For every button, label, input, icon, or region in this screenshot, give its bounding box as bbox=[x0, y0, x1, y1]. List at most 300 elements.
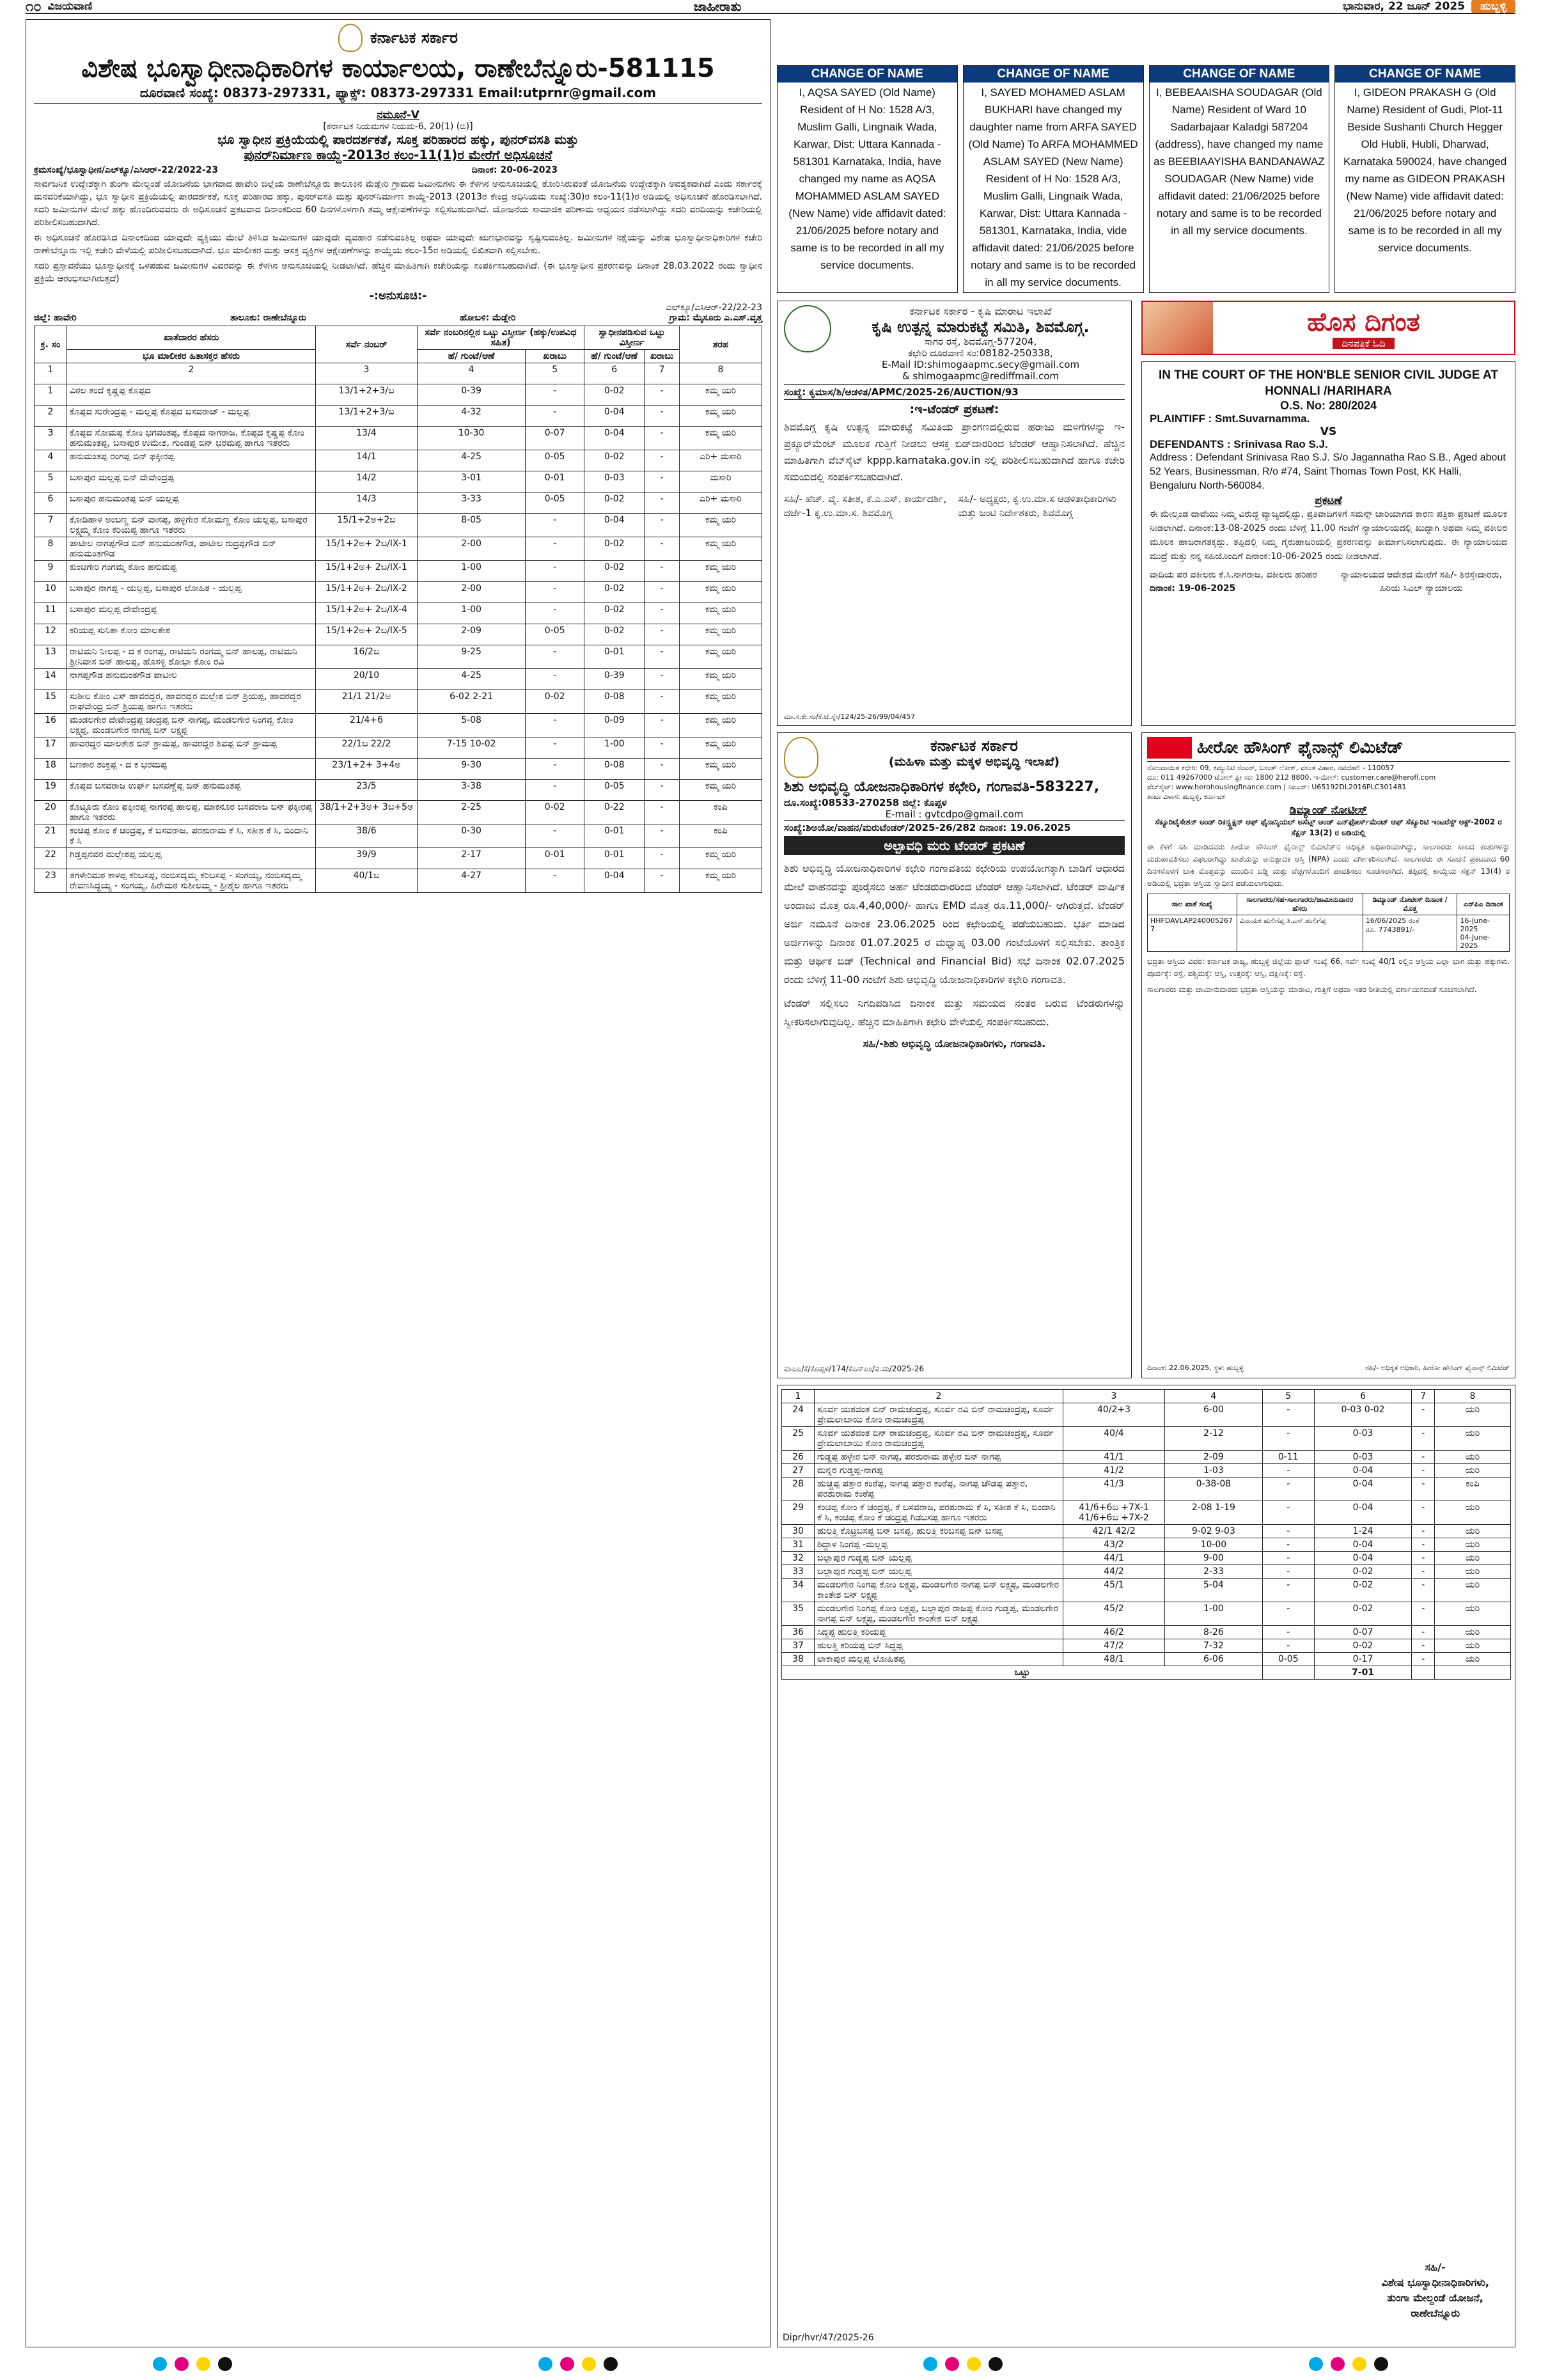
plaintiff: PLAINTIFF : Smt.Suvarnamma. bbox=[1150, 413, 1310, 425]
table-row bbox=[35, 669, 762, 690]
row-number: 3 bbox=[35, 427, 67, 450]
row-acquire-kharab: - bbox=[645, 714, 680, 737]
row-number: 31 bbox=[782, 1538, 815, 1552]
court-heading: ಪ್ರಕಟಣೆ bbox=[1315, 494, 1342, 507]
row-acquire-kharab: - bbox=[1412, 1403, 1435, 1427]
row-owner: ಹಾವರದ್ದರ ಮಾಲತೇಶ ಬಿನ್ ಶ್ರಾಮಪ್ಪ, ಹಾವರದ್ದರ ಶಿವಪ್ಪ ಬಿನ್ ಶ್ರಾಮಪ್ಪ bbox=[67, 737, 316, 759]
row-survey: 48/1 bbox=[1063, 1653, 1165, 1666]
row-survey: 15/1+2ಅ+2ಬ bbox=[316, 514, 418, 537]
hero-phone: ದೂ: 011 49267000 ಟೋಲ್ ಫ್ರೀ ಸಂ: 1800 212 8800, ಇ-ಮೇಲ್: customer.care@herofl.com bbox=[1147, 773, 1436, 782]
row-extent: 3-33 bbox=[418, 493, 526, 514]
row-type: ಕಮ್ಮ ಯರಿ bbox=[680, 848, 762, 869]
registration-dot bbox=[1309, 2357, 1323, 2371]
table-row bbox=[35, 714, 762, 737]
row-acquire: 0-04 bbox=[1314, 1501, 1412, 1525]
row-owner: ಮಂಡಲಗೇರ ನಿಂಗಪ್ಪ ಕೋಂ ಲಕ್ಷ್ಮಪ್ಪ, ಮಂಡಲಗೇರ ನಾಗಪ್ಪ ಬಿನ್ ಲಕ್ಷ್ಮಪ್ಪ, ಮಂಡಲಗೇರ ಕಾಂತೇಶ ಬಿನ್ ಲಕ್ಷ್ಮಪ್ಪ bbox=[815, 1579, 1063, 1602]
row-acquire-kharab: - bbox=[1412, 1639, 1435, 1653]
col-extent: ಸರ್ವೆ ನಂಬರಿನಲ್ಲಿನ ಒಟ್ಟು ವಿಸ್ತೀರ್ಣ (ಹಕ್ಕು/ಉಪವಿಧ ಸಹಿತ) bbox=[418, 326, 584, 350]
num-5: 5 bbox=[526, 363, 584, 384]
hobli: ಹೋಬಳಿ: ಮೆಡ್ಲೇರಿ bbox=[460, 313, 516, 323]
hero-property: ಭದ್ರತಾ ಆಸ್ತಿಯ ವಿವರ: ಕರ್ನಾಟಕ ರಾಜ್ಯ, ಹುಬ್ಬಳ್ಳಿ ಜಿಲ್ಲೆಯ ಪ್ಲಾಟ್ ಸಂಖ್ಯೆ 66, ಸರ್ವೆ ಸಂಖ್ಯೆ 40/1 ರಲ್ಲಿನ ಆಸ್ತಿಯ ಎಲ್ಲಾ ಭಾಗ ಮತ್ತು ಹಕ್ಕುಗಳು. ಪೂರ್ವಕ್ಕೆ: ರಸ್ತೆ, ಪಶ್ಚಿಮಕ್ಕೆ: ಆಸ್ತಿ, ಉತ್ತರಕ್ಕೆ: ಆಸ್ತಿ, ದಕ್ಷಿಣಕ್ಕೆ: ರಸ್ತೆ. bbox=[1147, 957, 1510, 978]
row-survey: 41/6+6ಬ +7X-1 41/6+6ಬ +7X-2 bbox=[1063, 1501, 1165, 1525]
row-acquire: 0-03 0-02 bbox=[1314, 1403, 1412, 1427]
row-extent: 6-02 2-21 bbox=[418, 690, 526, 714]
row-acquire: 0-02 bbox=[1314, 1565, 1412, 1579]
row-owner: ಬಲ್ಲಾಪುರ ಗುಡ್ಡಪ್ಪ ಬಿನ್ ಯಲ್ಲಪ್ಪ bbox=[815, 1552, 1063, 1565]
row-acquire-kharab: - bbox=[1412, 1501, 1435, 1525]
registration-dot bbox=[582, 2357, 596, 2371]
row-type: ಕಮ್ಮ ಯರಿ bbox=[680, 427, 762, 450]
col-acquire: ಸ್ವಾಧೀನಪಡಿಸುವ ಒಟ್ಟು ವಿಸ್ತೀರ್ಣ bbox=[584, 326, 680, 350]
row-acquire: 0-02 bbox=[584, 450, 645, 471]
table-row bbox=[35, 406, 762, 427]
row-survey: 45/1 bbox=[1063, 1579, 1165, 1602]
table-row bbox=[35, 514, 762, 537]
row-owner: ಬಸಾಪುರ ಮಲ್ಲಪ್ಪ ಬಿನ್ ದೇವೇಂದ್ರಪ್ಪ bbox=[67, 471, 316, 493]
row-survey: 44/1 bbox=[1063, 1552, 1165, 1565]
row-acquire: 0-01 bbox=[584, 645, 645, 669]
table-row bbox=[35, 471, 762, 493]
table-row bbox=[35, 737, 762, 759]
emblem-icon bbox=[338, 24, 363, 52]
row-extent-kharab: - bbox=[1262, 1427, 1314, 1451]
num-4: 4 bbox=[1165, 1390, 1263, 1403]
table-row bbox=[35, 493, 762, 514]
row-type: ಕಮ್ಮ ಯರಿ bbox=[680, 514, 762, 537]
registration-dot bbox=[1352, 2357, 1366, 2371]
row-number: 27 bbox=[782, 1464, 815, 1478]
num-8: 8 bbox=[680, 363, 762, 384]
apmc-address: ಸಾಗರ ರಸ್ತೆ, ಶಿವಮೊಗ್ಗ-577204, bbox=[924, 336, 1037, 347]
table-row bbox=[35, 624, 762, 645]
change-of-name-ad bbox=[963, 65, 1144, 293]
row-number: 14 bbox=[35, 669, 67, 690]
row-survey: 15/1+2ಅ+ 2ಬ/IX-4 bbox=[316, 603, 418, 624]
col-type: ತರಹ bbox=[680, 326, 762, 363]
row-survey: 38/6 bbox=[316, 824, 418, 848]
row-extent-kharab: 0-05 bbox=[526, 624, 584, 645]
table-row bbox=[782, 1552, 1511, 1565]
hero-branch: ಶಾಖಾ ವಿಳಾಸ: ಹುಬ್ಬಳ್ಳಿ, ಕರ್ನಾಟಕ bbox=[1147, 792, 1225, 801]
dipr-code: Dipr/hvr/47/2025-26 bbox=[783, 2333, 874, 2343]
row-number: 18 bbox=[35, 759, 67, 780]
col-kharab-1: ಖರಾಬು bbox=[526, 350, 584, 363]
row-acquire-kharab: - bbox=[1412, 1451, 1435, 1464]
row-acquire-kharab: - bbox=[1412, 1626, 1435, 1639]
row-acquire-kharab: - bbox=[1412, 1552, 1435, 1565]
row-extent-kharab: 0-02 bbox=[526, 690, 584, 714]
table-row bbox=[782, 1602, 1511, 1626]
row-survey: 14/3 bbox=[316, 493, 418, 514]
hero-loan-number: HHFDAVLAP2400052677 bbox=[1148, 915, 1237, 952]
change-of-name-strip bbox=[777, 65, 1515, 293]
row-number: 20 bbox=[35, 801, 67, 824]
row-owner: ಕರಿಯಪ್ಪ ಸುನಿತಾ ಕೋಂ ಮಾಲತೇಶ bbox=[67, 624, 316, 645]
table-row bbox=[35, 450, 762, 471]
table-row bbox=[35, 427, 762, 450]
row-acquire-kharab: - bbox=[645, 582, 680, 603]
row-survey: 45/2 bbox=[1063, 1602, 1165, 1626]
hero-heading: ಡಿಮ್ಯಾಂಡ್ ನೋಟೀಸ್ bbox=[1289, 804, 1368, 817]
row-number: 4 bbox=[35, 450, 67, 471]
land-signature bbox=[1381, 2260, 1489, 2321]
row-owner: ಕೊಟ್ಟೂರು ಕೋಂ ಫಕ್ಕೀರಪ್ಪ ನಾಗರಪ್ಪ ಹಾಲಪ್ಪ, ಮಾಕನೂರ ಬಸವರಾಜ ಬಿನ್ ಫಕ್ಕೀರಪ್ಪ ಹಾಗೂ ಇತರರು bbox=[67, 801, 316, 824]
row-extent-kharab: - bbox=[526, 737, 584, 759]
row-survey: 14/1 bbox=[316, 450, 418, 471]
land-sig-line-1: ವಿಶೇಷ ಭೂಸ್ವಾಧೀನಾಧಿಕಾರಿಗಳು, bbox=[1381, 2276, 1489, 2289]
hero-npa-date-1: 16-June-2025 bbox=[1460, 917, 1490, 933]
row-owner: ಮಂಡಲಗೇರ ನಿಂಗಪ್ಪ ಕೋಂ ಲಕ್ಷ್ಮಪ್ಪ, ಬಲ್ಲಾಪುರ ರಾಜಪ್ಪ ಕೋಂ ಗುಡ್ಡಪ್ಪ, ಮಂಡಲಗೇರ ನಾಗಪ್ಪ ಬಿನ್ ಲಕ್ಷ್ಮಪ್ಪ, ಮಂಡಲಗೇರ ಕಾಂತೇಶ ಬಿನ್ ಲಕ್ಷ್ಮಪ್ಪ bbox=[815, 1602, 1063, 1626]
row-survey: 40/1ಬ bbox=[316, 869, 418, 893]
row-extent: 2-17 bbox=[418, 848, 526, 869]
row-acquire: 0-08 bbox=[584, 759, 645, 780]
table-row bbox=[782, 1464, 1511, 1478]
hero-borrower: ವಿನಾಯಕ ಹುಲಿಗೆಪ್ಪ ತಿ.ಎಸ್.ಹುಲಿಗೆಪ್ಪ bbox=[1237, 915, 1363, 952]
row-number: 35 bbox=[782, 1602, 815, 1626]
schedule-table-right bbox=[781, 1389, 1511, 1680]
row-extent: 4-32 bbox=[418, 406, 526, 427]
row-owner: ಬಣಕಾರ ಶಂಕ್ರಪ್ಪ - ದ ಕ ಭರಮಪ್ಪ bbox=[67, 759, 316, 780]
row-acquire-kharab: - bbox=[1412, 1565, 1435, 1579]
hero-signature: ಸಹಿ/- ಅಧಿಕೃತ ಅಧಿಕಾರಿ, ಹೀರೋ ಹೌಸಿಂಗ್ ಫೈನಾನ್ಸ್ ಲಿಮಿಟೆಡ್ bbox=[1365, 1364, 1510, 1372]
row-owner: ಮನ್ನರ ಗುಡ್ಡಪ್ಪ-ನಾಗಪ್ಪ bbox=[815, 1464, 1063, 1478]
num-6: 6 bbox=[584, 363, 645, 384]
hero-col-loan: ಸಾಲ ಖಾತೆ ಸಂಖ್ಯೆ bbox=[1148, 894, 1237, 915]
cdpo-code: ವಾಎಎ/ಕೆ/ಕೊಪ್ಪಳ/174/ಕೆಎಸ್‌ಎಂ/ಪ.ಮ/2025-26 bbox=[784, 1364, 924, 1373]
hero-footer: ಸಾಲಗಾರರು ಮತ್ತು ಜಾಮೀನುದಾರರು ಭದ್ರತಾ ಆಸ್ತಿಯನ್ನು ಮಾರಾಟ, ಗುತ್ತಿಗೆ ಅಥವಾ ಇತರ ರೀತಿಯಲ್ಲಿ ವರ್ಗಾಯಿಸದಂತೆ ಸೂಚಿಸಲಾಗಿದೆ. bbox=[1147, 985, 1477, 994]
hero-col-npa: ಎನ್‌ಪಿಎ ದಿನಾಂಕ bbox=[1457, 894, 1510, 915]
taluk: ತಾಲೂಕು: ರಾಣೇಬೆನ್ನೂರು bbox=[230, 313, 306, 323]
col-owner: ಖಾತೆದಾರರ ಹೆಸರು bbox=[67, 326, 316, 350]
change-of-name-ad bbox=[777, 65, 958, 293]
row-extent: 1-00 bbox=[418, 603, 526, 624]
row-extent: 9-00 bbox=[1165, 1552, 1263, 1565]
row-extent-kharab: 0-01 bbox=[526, 848, 584, 869]
row-acquire: 0-09 bbox=[584, 714, 645, 737]
row-extent-kharab: - bbox=[1262, 1501, 1314, 1525]
row-survey: 14/2 bbox=[316, 471, 418, 493]
land-sig-sd: ಸಹಿ/- bbox=[1425, 2261, 1446, 2273]
table-row bbox=[782, 1403, 1511, 1427]
row-extent: 2-09 bbox=[418, 624, 526, 645]
cdpo-body-2: ಟೆಂಡರ್ ಸಲ್ಲಿಸಲು ನಿಗದಿಪಡಿಸಿದ ದಿನಾಂಕ ಮತ್ತು ಸಮಯದ ನಂತರ ಬರುವ ಟೆಂಡರುಗಳನ್ನು ಸ್ವೀಕರಿಸಲಾಗುವುದಿಲ್ಲ. ಹೆಚ್ಚಿನ ಮಾಹಿತಿಗಾಗಿ ಕಛೇರಿ ವೇಳೆಯಲ್ಲಿ ಸಂಪರ್ಕಿಸಬಹುದು. bbox=[784, 997, 1125, 1028]
row-extent-kharab: - bbox=[526, 514, 584, 537]
row-number: 8 bbox=[35, 537, 67, 561]
notice-para-2: ಈ ಅಧಿಸೂಚನೆ ಹೊರಡಿಸಿದ ದಿನಾಂಕದಿಂದ ಯಾವುದೇ ವ್ಯಕ್ತಿಯು ಮೇಲೆ ತಿಳಿಸಿದ ಜಮೀನುಗಳ ಯಾವುದೇ ವ್ಯವಹಾರ ನಡೆಸುವಂತಿಲ್ಲ ಅಥವಾ ಯಾವುದೇ ಋಣಭಾರವನ್ನು ಸೃಷ್ಟಿಸುವಂತಿಲ್ಲ. ಜಮೀನುಗಳ ನಕ್ಷೆಯನ್ನು ವಿಶೇಷ ಭೂಸ್ವಾಧೀನಾಧಿಕಾರಿಗಳ ಕಚೇರಿ ರಾಣೇಬೆನ್ನೂರು ಇಲ್ಲಿ ಕಚೇರಿ ವೇಳೆಯಲ್ಲಿ ಪರಿಶೀಲಿಸಬಹುದಾಗಿದೆ. ಭೂ ಮಾಲೀಕರ ಮತ್ತು ಆಸಕ್ತ ವ್ಯಕ್ತಿಗಳ ಆಕ್ಷೇಪಣೆಗಳನ್ನು ಕಾಯ್ದೆಯ ಕಲಂ-15ರ ಅಡಿಯಲ್ಲಿ ಲಿಖಿತವಾಗಿ ಸಲ್ಲಿಸಬೇಕು. bbox=[34, 233, 762, 256]
row-extent: 6-00 bbox=[1165, 1403, 1263, 1427]
row-acquire-kharab: - bbox=[1412, 1538, 1435, 1552]
row-type: ಯರಿ bbox=[1435, 1626, 1511, 1639]
row-survey: 38/1+2+3ಅ+ 3ಬ+5ಅ bbox=[316, 801, 418, 824]
row-acquire: 0-02 bbox=[584, 493, 645, 514]
newspaper-promo bbox=[1141, 301, 1515, 355]
row-extent: 4-25 bbox=[418, 450, 526, 471]
num-2: 2 bbox=[67, 363, 316, 384]
cdpo-phone: ದೂ.ಸಂಖ್ಯೆ:08533-270258 ಜಿಲ್ಲೆ: ಕೊಪ್ಪಳ bbox=[784, 797, 947, 808]
row-extent-kharab: - bbox=[1262, 1565, 1314, 1579]
notice-title-1: ಭೂ ಸ್ವಾಧೀನ ಪ್ರಕ್ರಿಯೆಯಲ್ಲಿ ಪಾರದರ್ಶಕತೆ, ಸೂಕ್ತ ಪರಿಹಾರದ ಹಕ್ಕು, ಪುನರ್‌ವಸತಿ ಮತ್ತು bbox=[217, 132, 579, 147]
num-1: 1 bbox=[35, 363, 67, 384]
row-number: 12 bbox=[35, 624, 67, 645]
row-acquire: 0-02 bbox=[1314, 1602, 1412, 1626]
row-owner: ಕಂಚಿಪ್ಪ ಕೋಂ ಕೆ ಚಂದ್ರಪ್ಪ, ಕೆ ಬಸವರಾಜ, ಪರಶುರಾಮ ಕೆ ಸಿ, ಸತೀಶ ಕೆ ಸಿ, ಬಿಂದಾನಿ ಕೆ ಸಿ bbox=[67, 824, 316, 848]
col-ha-1: ಹೆ/ ಗುಂಟೆ/ಆಣೆ bbox=[418, 350, 526, 363]
row-survey: 40/2+3 bbox=[1063, 1403, 1165, 1427]
row-type: ಯರಿ bbox=[1435, 1538, 1511, 1552]
row-number: 6 bbox=[35, 493, 67, 514]
row-extent-kharab: - bbox=[1262, 1639, 1314, 1653]
color-dots bbox=[149, 2357, 236, 2374]
row-extent-kharab: - bbox=[1262, 1525, 1314, 1538]
row-survey: 22/1ಬ 22/2 bbox=[316, 737, 418, 759]
row-acquire-kharab: - bbox=[645, 450, 680, 471]
row-type: ಯರಿ bbox=[1435, 1464, 1511, 1478]
row-type: ಯರಿ bbox=[1435, 1427, 1511, 1451]
row-extent: 8-05 bbox=[418, 514, 526, 537]
table-row bbox=[782, 1538, 1511, 1552]
num-7: 7 bbox=[645, 363, 680, 384]
row-type: ಕಂಪಿ bbox=[1435, 1478, 1511, 1501]
row-acquire: 0-02 bbox=[1314, 1639, 1412, 1653]
row-acquire-kharab: - bbox=[645, 493, 680, 514]
registration-dot bbox=[989, 2357, 1003, 2371]
row-extent: 3-38 bbox=[418, 780, 526, 801]
col-survey: ಸರ್ವೆ ನಂಬರ್ bbox=[316, 326, 418, 363]
row-acquire: 0-03 bbox=[1314, 1427, 1412, 1451]
row-number: 36 bbox=[782, 1626, 815, 1639]
row-acquire-kharab: - bbox=[1412, 1525, 1435, 1538]
hero-web: ವೆಬ್‌ಸೈಟ್: www.herohousingfinance.com | ಸಿಐಎನ್: U65192DL2016PLC301481 bbox=[1147, 783, 1407, 791]
govt-label: ಕರ್ನಾಟಕ ಸರ್ಕಾರ bbox=[370, 29, 458, 47]
row-number: 16 bbox=[35, 714, 67, 737]
registration-dot bbox=[153, 2357, 167, 2371]
row-acquire-kharab: - bbox=[1412, 1602, 1435, 1626]
versus: VS bbox=[1320, 425, 1337, 438]
row-extent: 9-30 bbox=[418, 759, 526, 780]
row-number: 7 bbox=[35, 514, 67, 537]
row-type: ಕಮ್ಮ ಯರಿ bbox=[680, 759, 762, 780]
schedule-heading: -:ಅನುಸೂಚಿ:- bbox=[369, 289, 427, 303]
row-number: 13 bbox=[35, 645, 67, 669]
table-row bbox=[782, 1451, 1511, 1464]
promo-sub: ದಿನಪತ್ರಿಕೆ ಓದಿ bbox=[1333, 338, 1394, 349]
row-type: ಕಮ್ಮ ಯರಿ bbox=[680, 582, 762, 603]
edition-tag: ಹುಬ್ಬಳ್ಳಿ bbox=[1471, 0, 1515, 13]
registration-dot bbox=[923, 2357, 937, 2371]
row-type: ಕಮ್ಮ ಯರಿ bbox=[680, 384, 762, 406]
promo-title: ಹೊಸ ದಿಗಂತ bbox=[1307, 306, 1420, 337]
row-acquire: 1-00 bbox=[584, 737, 645, 759]
apmc-sign-left: ಸಹಿ/- ಹೆಚ್. ವೈ. ಸತೀಶ, ಕೆ.ಎ.ಎಸ್. ಕಾರ್ಯದರ್ಶಿ, ದರ್ಜೆ-1 ಕೃ.ಉ.ಮಾ.ಸ. ಶಿವಮೊಗ್ಗ bbox=[784, 493, 947, 519]
defendants: DEFENDANTS : Srinivasa Rao S.J. bbox=[1150, 438, 1328, 450]
row-number: 33 bbox=[782, 1565, 815, 1579]
location-row bbox=[34, 313, 762, 323]
row-number: 37 bbox=[782, 1639, 815, 1653]
table-row bbox=[35, 603, 762, 624]
issue-date: ಭಾನುವಾರ, 22 ಜೂನ್ 2025 bbox=[1343, 0, 1465, 13]
registration-dot bbox=[1331, 2357, 1345, 2371]
row-extent: 0-39 bbox=[418, 384, 526, 406]
row-survey: 13/1+2+3/ಬ bbox=[316, 384, 418, 406]
row-acquire: 0-03 bbox=[584, 471, 645, 493]
row-extent: 1-03 bbox=[1165, 1464, 1263, 1478]
row-number: 9 bbox=[35, 561, 67, 582]
office-contact: ದೂರವಾಣಿ ಸಂಖ್ಯೆ: 08373-297331, ಫ್ಯಾಕ್ಸ್: 08373-297331 Email:utprnr@gmail.com bbox=[139, 85, 657, 100]
district: ಜಿಲ್ಲೆ: ಹಾವೇರಿ bbox=[34, 313, 77, 323]
hero-subheading: ಸೆಕ್ಯೂರಿಟೈಸೇಶನ್ ಅಂಡ್ ರಿಕನ್ಸ್ಟ್ರಕ್ಷನ್ ಆಫ್ ಫೈನಾನ್ಶಿಯಲ್ ಅಸೆಟ್ಸ್ ಅಂಡ್ ಎನ್‌ಫೋರ್ಸ್‌ಮೆಂಟ್ ಆಫ್ ಸೆಕ್ಯೂರಿಟಿ ಇಂಟರೆಸ್ಟ್ ಆಕ್ಟ್-2002 ರ ಸೆಕ್ಷನ್ 13(2) ರ ಅಡಿಯಲ್ಲಿ bbox=[1155, 817, 1502, 837]
row-acquire: 0-02 bbox=[584, 384, 645, 406]
row-extent: 2-08 1-19 bbox=[1165, 1501, 1263, 1525]
row-type: ಯರಿ bbox=[1435, 1639, 1511, 1653]
row-extent-kharab: - bbox=[526, 537, 584, 561]
row-type: ಮಸಾರಿ bbox=[680, 471, 762, 493]
court-notice bbox=[1141, 361, 1515, 726]
registration-dot bbox=[945, 2357, 959, 2371]
table-row bbox=[782, 1478, 1511, 1501]
row-acquire: 0-04 bbox=[1314, 1538, 1412, 1552]
row-acquire-kharab: - bbox=[645, 780, 680, 801]
row-owner: ಹನುಮಂತಪ್ಪ ರಂಗಪ್ಪ ಬಿನ್ ಫಕ್ಕೀರಪ್ಪ bbox=[67, 450, 316, 471]
row-owner: ಹುಚ್ಚಪ್ಪ ಪತ್ತಾರ ಕಂಠೆಪ್ಪ, ನಾಗಪ್ಪ ಪತ್ತಾರ ಕಂಠೆಪ್ಪ, ನಾಗಪ್ಪ ಚೌಡಪ್ಪ ಪತ್ತಾರ, ಪರಶುರಾಮ ಕಂಠೆಪ್ಪ bbox=[815, 1478, 1063, 1501]
row-survey: 16/2ಬ bbox=[316, 645, 418, 669]
row-survey: 23/5 bbox=[316, 780, 418, 801]
schedule-table-left bbox=[34, 326, 762, 893]
row-type: ಯರಿ bbox=[1435, 1552, 1511, 1565]
row-acquire-kharab: - bbox=[1412, 1478, 1435, 1501]
row-owner: ಸುಶೀಲ ಕೋಂ ಎಸ್ ಹಾವರದ್ದರ, ಹಾವರದ್ದರ ಮಲ್ಲೇಶ ಬಿನ್ ಶ್ರಿಯಪ್ಪ, ಹಾವರದ್ದರ ರಾಘವೇಂದ್ರ ಬಿನ್ ಶ್ರಿಯಪ್ಪ ಹಾಗೂ ಇತರರು bbox=[67, 690, 316, 714]
row-extent-kharab: 0-05 bbox=[526, 493, 584, 514]
row-number: 10 bbox=[35, 582, 67, 603]
table-row bbox=[35, 384, 762, 406]
row-type: ಯರಿ bbox=[1435, 1579, 1511, 1602]
row-survey: 47/2 bbox=[1063, 1639, 1165, 1653]
row-owner: ರಾಟಿಮನಿ ನೀಲಪ್ಪ - ದ ಕ ರಂಗಪ್ಪ, ರಾಟಿಮನಿ ರಂಗಮ್ಮ ಬಿನ್ ಹಾಲಪ್ಪ, ರಾಟಿಮನಿ ಶ್ರೀನಿವಾಸ ಬಿನ್ ಹಾಲಪ್ಪ, ಹೊಸಳ್ಳಿ ಶೋಭಾ ಕೋಂ ರವಿ bbox=[67, 645, 316, 669]
row-owner: ಸೂರ್ವ ಯಶವಂತ ಬಿನ್ ರಾಮಚಂದ್ರಪ್ಪ, ಸೂರ್ವ ರವಿ ಬಿನ್ ರಾಮಚಂದ್ರಪ್ಪ, ಸೂರ್ವ ಪ್ರೇಮಲಾಬಾಯಿ ಕೋಂ ರಾಮಚಂದ್ರಪ್ಪ bbox=[815, 1403, 1063, 1427]
row-number: 24 bbox=[782, 1403, 815, 1427]
row-extent: 3-01 bbox=[418, 471, 526, 493]
change-of-name-ad bbox=[1334, 65, 1515, 293]
row-type: ಕಮ್ಮ ಯರಿ bbox=[680, 737, 762, 759]
hero-brand: ಹೀರೋ ಹೌಸಿಂಗ್ ಫೈನಾನ್ಸ್ ಲಿಮಿಟೆಡ್ bbox=[1197, 737, 1404, 757]
row-type: ಕಮ್ಮ ಯರಿ bbox=[680, 669, 762, 690]
change-of-name-body: I, AQSA SAYED (Old Name) Resident of H No: 1528 A/3, Muslim Galli, Lingnaik Wada, Karwar, Dist: Uttara Kannada - 581301 Karnataka, India, have changed my name as AQSA MOHAMMED ASLAM SAYED (New Name) vide affidavit dated: 21/06/2025 before notary and same is to be recorded in all my service documents. bbox=[788, 86, 946, 271]
row-extent-kharab: 0-02 bbox=[526, 801, 584, 824]
row-acquire-kharab: - bbox=[645, 801, 680, 824]
row-acquire: 0-04 bbox=[584, 869, 645, 893]
row-acquire: 0-02 bbox=[584, 561, 645, 582]
apmc-logo-icon bbox=[784, 305, 831, 352]
row-owner: ನಾಗಪ್ಪಗೌಡ ಹನುಮಂತಗೌಡ ಪಾಟೀಲ bbox=[67, 669, 316, 690]
case-number: O.S. No: 280/2024 bbox=[1279, 399, 1377, 412]
row-acquire-kharab: - bbox=[645, 690, 680, 714]
cdpo-body: ಶಿಶು ಅಭಿವೃದ್ಧಿ ಯೋಜನಾಧಿಕಾರಿಗಳ ಕಛೇರಿ ಗಂಗಾವತಿಯ ಕಛೇರಿಯ ಉಪಯೋಗಕ್ಕಾಗಿ ಬಾಡಿಗೆ ಆಧಾರದ ಮೇಲೆ ವಾಹನವನ್ನು ಪೂರೈಸಲು ಅರ್ಹ ಟೆಂಡರುದಾರರಿಂದ ಟೆಂಡರ್ ಆಹ್ವಾನಿಸಲಾಗಿದೆ. ಟೆಂಡರ್ ವಾರ್ಷಿಕ ಅಂದಾಜು ಮೊತ್ತ ರೂ.4,40,000/- ಹಾಗೂ EMD ಮೊತ್ತ ರೂ.11,000/- ಆಗಿರುತ್ತದೆ. ಟೆಂಡರ್ ಅರ್ಜಿ ನಮೂನೆ ದಿನಾಂಕ 23.06.2025 ರಿಂದ ಕಛೇರಿಯಲ್ಲಿ ಪಡೆಯಬಹುದು. ಭರ್ತಿ ಮಾಡಿದ ಅರ್ಜಿಗಳನ್ನು ದಿನಾಂಕ 01.07.2025 ರ ಮಧ್ಯಾಹ್ನ 03.00 ಗಂಟೆಯೊಳಗೆ ಸಲ್ಲಿಸಬೇಕು. ತಾಂತ್ರಿಕ ಮತ್ತು ಆರ್ಥಿಕ ಬಿಡ್ (Technical and Financial Bid) ಸಭೆ ದಿನಾಂಕ 02.07.2025 ರಂದು ಬೆಳಿಗ್ಗೆ 11-00 ಗಂಟೆಗೆ ಶಿಶು ಅಭಿವೃದ್ಧಿ ಯೋಜನಾಧಿಕಾರಿಗಳ ಕಛೇರಿ ಗಂಗಾವತಿ. bbox=[784, 862, 1125, 986]
hero-col-notice: ಡಿಮ್ಯಾಂಡ್ ನೋಟೀಸ್ ದಿನಾಂಕ / ಮೊತ್ತ bbox=[1363, 894, 1457, 915]
row-extent-kharab: - bbox=[1262, 1552, 1314, 1565]
row-owner: ಕೋಡಿಹಾಳ ಅಂಬಣ್ಣ ಬಿನ್ ವಾಸಪ್ಪ, ಹಳ್ಳಿಗೇರ ಸೋಮಣ್ಣ ಕೋಂ ಯಲ್ಲಪ್ಪ, ಬಸಾಪುರ ಲಕ್ಷ್ಮಮ್ಮ ಕೋಂ ಕರಿಯಪ್ಪ ಹಾಗೂ ಇತರರು bbox=[67, 514, 316, 537]
row-number: 1 bbox=[35, 384, 67, 406]
row-extent-kharab: - bbox=[526, 714, 584, 737]
paper-name: ವಿಜಯವಾಣಿ bbox=[47, 0, 93, 13]
registration-dot bbox=[560, 2357, 574, 2371]
num-3: 3 bbox=[1063, 1390, 1165, 1403]
row-type: ಎರಿ+ ಮಸಾರಿ bbox=[680, 493, 762, 514]
change-of-name-heading: CHANGE OF NAME bbox=[964, 66, 1143, 83]
row-number: 25 bbox=[782, 1427, 815, 1451]
row-extent: 1-00 bbox=[1165, 1602, 1263, 1626]
row-type: ಯರಿ bbox=[1435, 1525, 1511, 1538]
row-acquire-kharab: - bbox=[645, 737, 680, 759]
row-acquire: 0-05 bbox=[584, 780, 645, 801]
page-number: ೧೦ bbox=[26, 0, 42, 15]
row-acquire: 0-01 bbox=[584, 848, 645, 869]
num-1: 1 bbox=[782, 1390, 815, 1403]
row-survey: 41/2 bbox=[1063, 1464, 1165, 1478]
court-date: ದಿನಾಂಕ: 19-06-2025 bbox=[1150, 583, 1236, 594]
cdpo-tender bbox=[777, 732, 1132, 1378]
row-number: 17 bbox=[35, 737, 67, 759]
row-acquire-kharab: - bbox=[645, 537, 680, 561]
row-extent: 8-26 bbox=[1165, 1626, 1263, 1639]
row-number: 26 bbox=[782, 1451, 815, 1464]
registration-dot bbox=[1374, 2357, 1388, 2371]
row-extent: 10-00 bbox=[1165, 1538, 1263, 1552]
row-type: ಯರಿ bbox=[1435, 1653, 1511, 1666]
hero-logo-icon bbox=[1147, 737, 1192, 759]
row-survey: 13/4 bbox=[316, 427, 418, 450]
hero-date: ದಿನಾಂಕ: 22.06.2025, ಸ್ಥಳ: ಹುಬ್ಬಳ್ಳಿ bbox=[1147, 1364, 1244, 1372]
row-owner: ಸಿದ್ದಪ್ಪ ಹುಲತ್ತಿ ಕರಿಯಪ್ಪ bbox=[815, 1626, 1063, 1639]
row-extent: 2-33 bbox=[1165, 1565, 1263, 1579]
registration-dot bbox=[175, 2357, 189, 2371]
table-row bbox=[782, 1565, 1511, 1579]
row-acquire-kharab: - bbox=[645, 471, 680, 493]
change-of-name-heading: CHANGE OF NAME bbox=[1150, 66, 1329, 83]
row-acquire: 0-04 bbox=[1314, 1464, 1412, 1478]
row-survey: 43/2 bbox=[1063, 1538, 1165, 1552]
row-extent: 2-25 bbox=[418, 801, 526, 824]
row-survey: 44/2 bbox=[1063, 1565, 1165, 1579]
row-acquire-kharab: - bbox=[645, 624, 680, 645]
row-extent: 0-30 bbox=[418, 824, 526, 848]
row-acquire: 0-22 bbox=[584, 801, 645, 824]
table-row bbox=[35, 824, 762, 848]
cdpo-signature: ಸಹಿ/-ಶಿಶು ಅಭಿವೃದ್ಧಿ ಯೋಜನಾಧಿಕಾರಿಗಳು, ಗಂಗಾವತಿ. bbox=[863, 1037, 1046, 1050]
change-of-name-body: I, SAYED MOHAMED ASLAM BUKHARI have changed my daughter name from ARFA SAYED (Old Name) To ARFA MOHAMMED ASLAM SAYED (New Name) Resident of H No: 1528 A/3, Muslim Galli, Lingnaik Wada, Karwar, Dist: Uttara Kannada - 581301, Karnataka, India, vide affidavit dated: 21/06/2025 before notary and same is to be recorded in all my service documents. bbox=[968, 86, 1138, 288]
row-type: ಕಮ್ಮ ಯರಿ bbox=[680, 780, 762, 801]
row-acquire-kharab: - bbox=[645, 514, 680, 537]
notice-title-2: ಪುನರ್‌ನಿರ್ಮಾಣ ಕಾಯ್ದೆ-2013ರ ಕಲಂ-11(1)ರ ಮೇರೆಗೆ ಅಧಿಸೂಚನೆ bbox=[244, 147, 552, 162]
apmc-govt: ಕರ್ನಾಟಕ ಸರ್ಕಾರ - ಕೃಷಿ ಮಾರಾಟ ಇಲಾಖೆ bbox=[909, 305, 1052, 317]
row-acquire-kharab: - bbox=[645, 406, 680, 427]
apmc-email-1: E-Mail ID:shimogaapmc.secy@gmail.com bbox=[881, 359, 1080, 370]
row-number: 15 bbox=[35, 690, 67, 714]
row-extent-kharab: 0-01 bbox=[526, 471, 584, 493]
row-acquire: 0-02 bbox=[584, 537, 645, 561]
table-row bbox=[782, 1501, 1511, 1525]
change-of-name-heading: CHANGE OF NAME bbox=[1335, 66, 1515, 83]
cdpo-heading: ಅಲ್ಪಾವಧಿ ಮರು ಟೆಂಡರ್ ಪ್ರಕಟಣೆ bbox=[784, 836, 1125, 855]
row-extent-kharab: - bbox=[526, 561, 584, 582]
row-owner: ಹುಲತ್ತಿ ಕರಿಯಪ್ಪ ಬಿನ್ ಸಿದ್ದಪ್ಪ bbox=[815, 1639, 1063, 1653]
apmc-body: ಶಿವಮೊಗ್ಗ ಕೃಷಿ ಉತ್ಪನ್ನ ಮಾರುಕಟ್ಟೆ ಸಮಿತಿಯ ಪ್ರಾಂಗಣದಲ್ಲಿರುವ ಹರಾಜು ಮಳಿಗೆಗಳನ್ನು ಇ-ಪ್ರಕ್ಯೂರ್‌ಮೆಂಟ್ ಮೂಲಕ ಗುತ್ತಿಗೆ ನೀಡಲು ಆಸಕ್ತ ಬಿಡ್‌ದಾರರಿಂದ ಟೆಂಡರ್ ಆಹ್ವಾನಿಸಲಾಗಿದೆ. ಹೆಚ್ಚಿನ ಮಾಹಿತಿಗಾಗಿ ವೆಬ್‌ಸೈಟ್ kppp.karnataka.gov.in ನಲ್ಲಿ ಪರಿಶೀಲಿಸಬಹುದಾಗಿದೆ ಹಾಗೂ ಕಚೇರಿ ಸಮಯದಲ್ಲಿ ಸಂಪರ್ಕಿಸಬಹುದಾಗಿದೆ. bbox=[784, 421, 1125, 483]
land-sig-line-2: ತುಂಗಾ ಮೇಲ್ದಂಡೆ ಯೋಜನೆ, bbox=[1387, 2292, 1483, 2304]
table-row bbox=[782, 1626, 1511, 1639]
row-extent-kharab: - bbox=[526, 645, 584, 669]
row-extent-kharab: 0-11 bbox=[1262, 1451, 1314, 1464]
table-row bbox=[35, 561, 762, 582]
row-number: 38 bbox=[782, 1653, 815, 1666]
col-ha-2: ಹೆ/ ಗುಂಟೆ/ಆಣೆ bbox=[584, 350, 645, 363]
